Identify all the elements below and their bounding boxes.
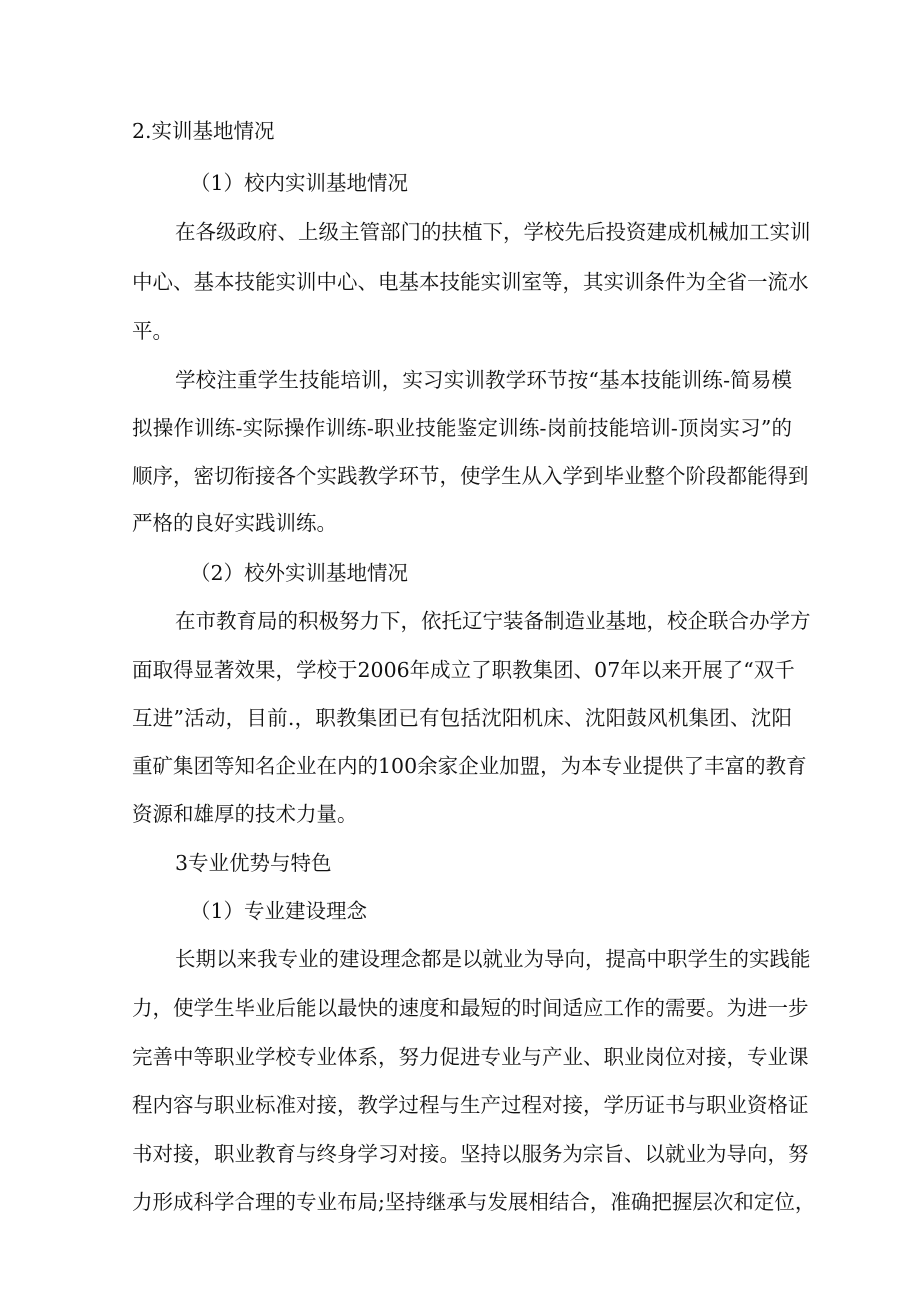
paragraph-line: 书对接，职业教育与终身学习对接。坚持以服务为宗旨、以就业为导向，努: [132, 1142, 809, 1166]
paragraph-line: 力形成科学合理的专业布局;坚持继承与发展相结合，准确把握层次和定位，: [132, 1190, 816, 1214]
paragraph-line: 在市教育局的积极努力下，依托辽宁装备制造业基地，校企联合办学方: [175, 609, 811, 633]
paragraph-line: 严格的良好实践训练。: [132, 511, 337, 535]
section-2-heading: 2.实训基地情况: [132, 119, 275, 143]
paragraph-line: 资源和雄厚的技术力量。: [132, 802, 358, 826]
paragraph-line: 面取得显著效果，学校于2006年成立了职教集团、07年以来开展了“双千: [132, 658, 795, 682]
section-2-sub1-heading: （1）校内实训基地情况: [190, 171, 409, 195]
paragraph-line: 程内容与职业标准对接，教学过程与生产过程对接，学历证书与职业资格证: [132, 1093, 809, 1117]
paragraph-line: 学校注重学生技能培训，实习实训教学环节按“基本技能训练-简易模: [175, 368, 792, 392]
paragraph-line: 互进”活动，目前.，职教集团已有包括沈阳机床、沈阳鼓风机集团、沈阳: [132, 706, 792, 730]
paragraph-line: 拟操作训练-实际操作训练-职业技能鉴定训练-岗前技能培训-顶岗实习”的: [132, 416, 792, 440]
paragraph-line: 顺序，密切衔接各个实践教学环节，使学生从入学到毕业整个阶段都能得到: [132, 464, 809, 488]
paragraph-line: 在各级政府、上级主管部门的扶植下，学校先后投资建成机械加工实训: [175, 220, 811, 244]
paragraph-line: 中心、基本技能实训中心、电基本技能实训室等，其实训条件为全省一流水: [132, 270, 809, 294]
section-3-heading: 3专业优势与特色: [175, 851, 332, 875]
paragraph-line: 长期以来我专业的建设理念都是以就业为导向，提高中职学生的实践能: [175, 947, 811, 971]
section-2-sub2-heading: （2）校外实训基地情况: [190, 561, 409, 585]
paragraph-line: 平。: [132, 319, 173, 343]
paragraph-line: 力，使学生毕业后能以最快的速度和最短的时间适应工作的需要。为进一步: [132, 996, 809, 1020]
section-3-sub1-heading: （1）专业建设理念: [190, 899, 368, 923]
paragraph-line: 完善中等职业学校专业体系，努力促进专业与产业、职业岗位对接，专业课: [132, 1045, 809, 1069]
paragraph-line: 重矿集团等知名企业在内的100余家企业加盟，为本专业提供了丰富的教育: [132, 754, 807, 778]
